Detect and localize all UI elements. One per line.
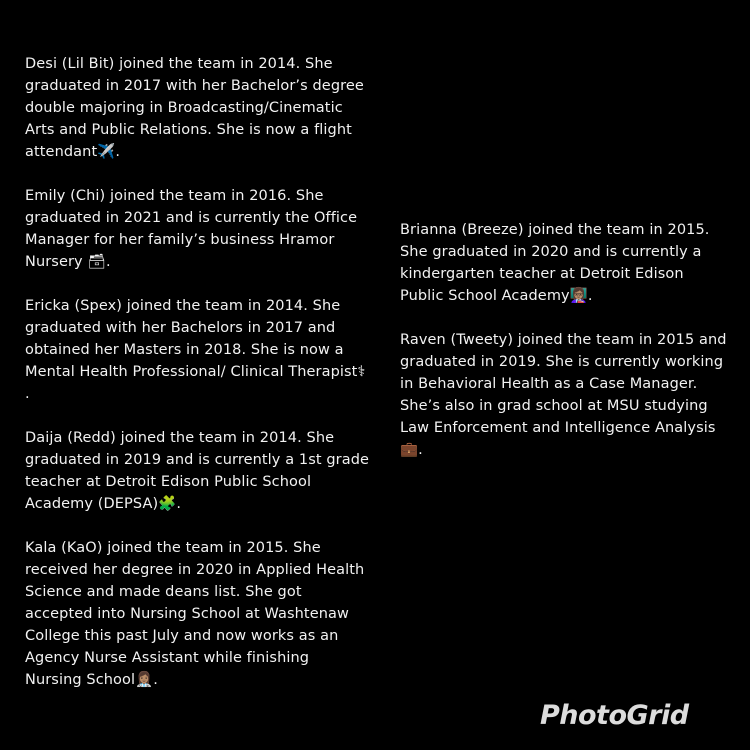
bio-tail: . (105, 254, 111, 270)
bio-emily (25, 185, 370, 273)
photogrid-watermark: PhotoGrid (540, 700, 689, 731)
bio-kala (25, 537, 370, 691)
bio-tail: . (153, 672, 158, 688)
teacher-icon: 👩🏽‍🏫 (569, 288, 588, 304)
bio-tail: . (418, 442, 423, 458)
bio-tail: . (176, 496, 182, 512)
health-worker-icon: 👩🏽‍⚕️ (135, 672, 154, 688)
bio-desi (25, 53, 370, 163)
bio-text: Daija (Redd) joined the team in 2014. She graduated in 2019 and is currently a 1st grade teacher at Detroit Edison Public School Academy (DEPSA) (25, 430, 370, 512)
right-column (400, 219, 730, 483)
file-box-icon: 🗃 (87, 254, 106, 270)
bio-text: Kala (KaO) joined the team in 2015. She received her degree in 2020 in Applied Health Science and made deans list. She got accepted into Nursing School at Washtenaw College this past July and now works as an Agency Nurse Assistant while finishing Nursing School (25, 540, 365, 688)
bio-ericka (25, 295, 370, 405)
bio-tail: . (587, 288, 593, 304)
airplane-icon: ✈️ (97, 144, 116, 160)
bio-tail: . (25, 386, 30, 402)
bio-text: Emily (Chi) joined the team in 2016. She graduated in 2021 and is currently the Office Manager for her family’s business Hramor Nursery (25, 188, 358, 270)
bio-tail: . (115, 144, 121, 160)
bio-text: Ericka (Spex) joined the team in 2014. She graduated with her Bachelors in 2017 and obtained her Masters in 2018. She is now a Mental Health Professional/ Clinical Therapist (25, 298, 358, 380)
bio-text: Brianna (Breeze) joined the team in 2015. She graduated in 2020 and is currently a kindergarten teacher at Detroit Edison Public School Academy (400, 222, 710, 304)
bio-text: Desi (Lil Bit) joined the team in 2014. She graduated in 2017 with her Bachelor’s degree double majoring in Broadcasting/Cinematic Arts and Public Relations. She is now a flight attendant (25, 56, 364, 160)
bio-daija (25, 427, 370, 515)
bio-brianna (400, 219, 730, 307)
briefcase-icon: 💼 (400, 442, 419, 458)
puzzle-piece-icon: 🧩 (158, 496, 177, 512)
bio-text: Raven (Tweety) joined the team in 2015 and graduated in 2019. She is currently working in Behavioral Health as a Case Manager. She’s also in grad school at MSU studying Law Enforcement and Intelligence Analysis (400, 332, 727, 436)
medical-symbol-icon: ⚕ (357, 364, 366, 380)
left-column (25, 53, 370, 713)
bio-raven (400, 329, 730, 461)
